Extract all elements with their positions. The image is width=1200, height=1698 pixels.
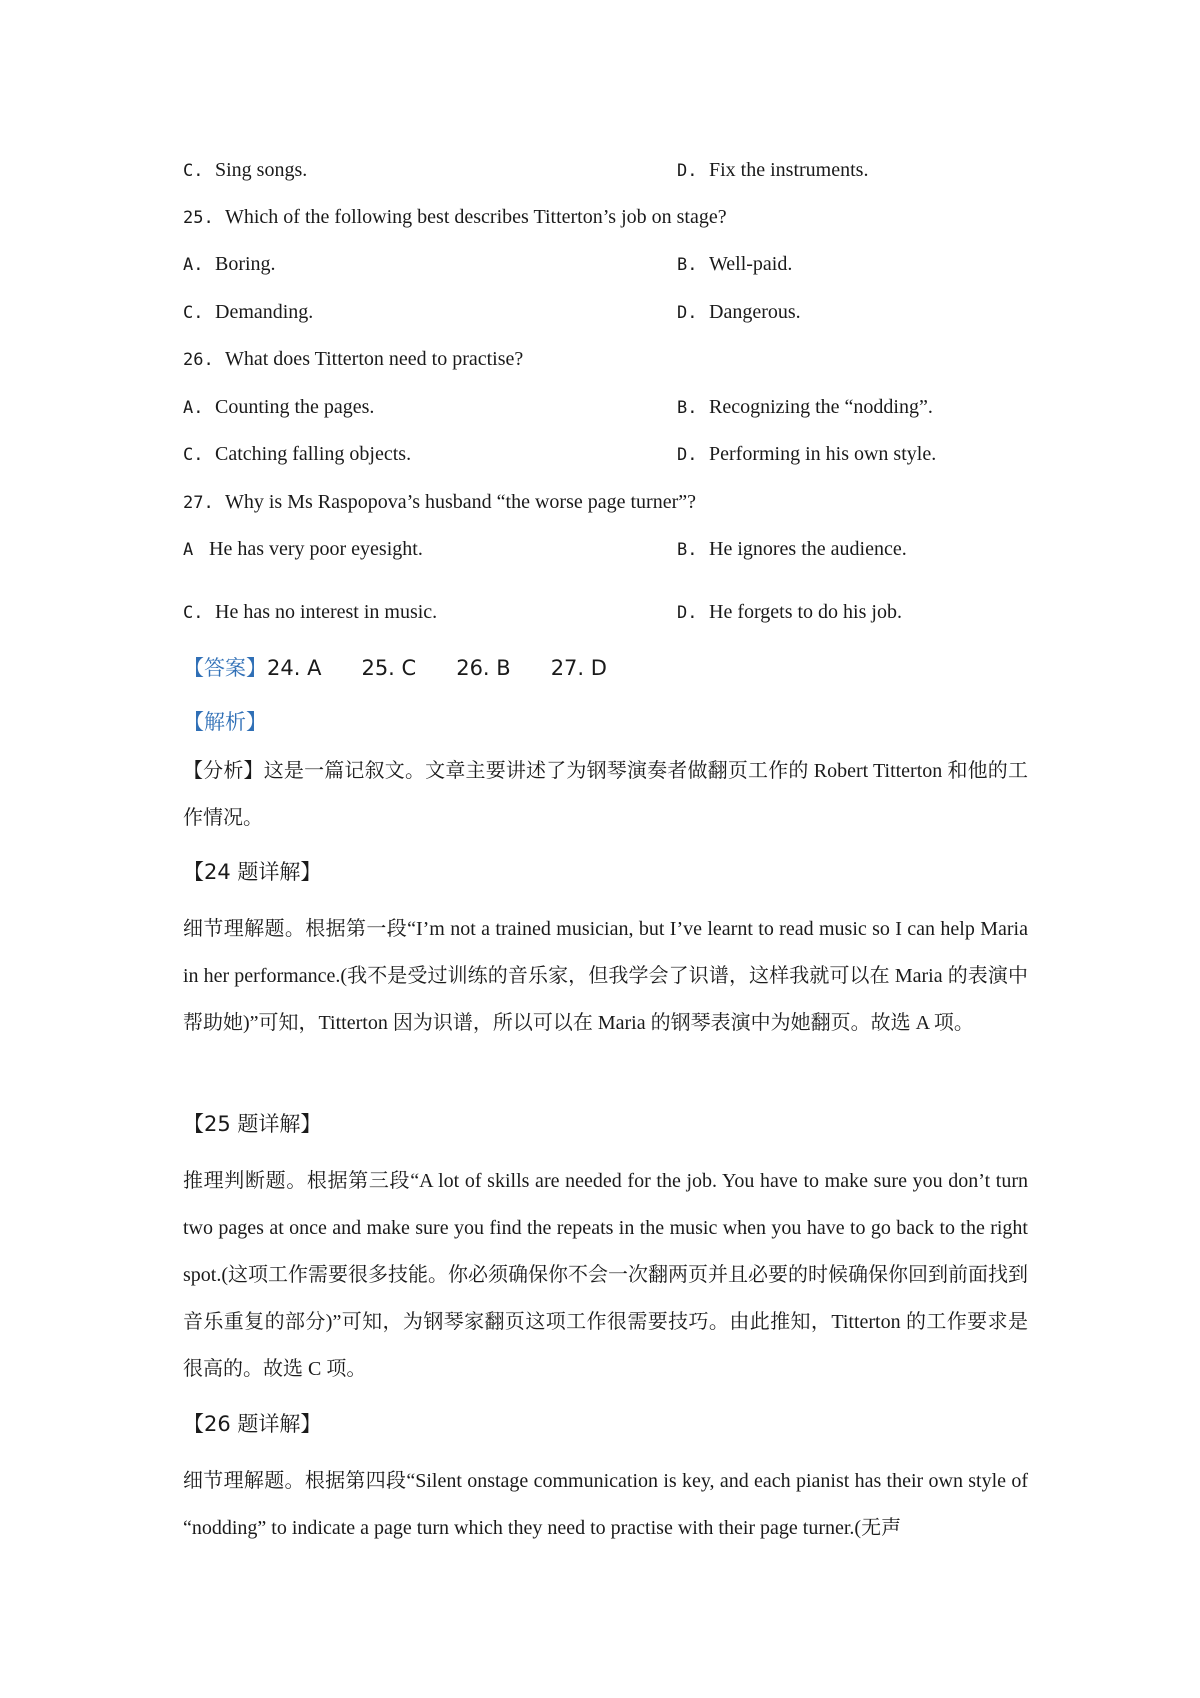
detail24-paragraph: 细节理解题。根据第一段“I’m not a trained musician, but I’ve learnt to read music so I can help Maria in her performance.(我不是受过训练的音乐家，但我学会了识谱，这样我就可以在 Maria 的表演中帮助她)”可知，Titterton 因为识谱，所以可以在 Maria 的钢琴表演中为她翻页。故选 A 项。 <box>183 918 1028 1034</box>
answer-item: 24. A <box>267 656 322 680</box>
option-letter: A. <box>183 398 204 418</box>
q25-option-b <box>677 252 792 277</box>
option-text: Catching falling objects. <box>215 443 412 465</box>
question-number: 27. <box>183 493 214 513</box>
option-letter: A <box>183 540 194 560</box>
answer-item: 26. B <box>456 656 511 680</box>
q26-stem <box>183 347 523 372</box>
question-text: Which of the following best describes Titterton’s job on stage? <box>225 206 727 228</box>
q24-option-d <box>677 158 868 183</box>
detail26-heading: 【26 题详解】 <box>183 1412 322 1436</box>
answer-item: 25. C <box>361 656 417 680</box>
option-text: He has very poor eyesight. <box>209 538 423 560</box>
q25-option-c <box>183 300 313 325</box>
option-letter: C. <box>183 445 204 465</box>
option-text: Counting the pages. <box>215 396 375 418</box>
option-letter: D. <box>677 445 698 465</box>
q25-option-d <box>677 300 801 325</box>
q27-option-c <box>183 600 437 625</box>
question-number: 25. <box>183 208 214 228</box>
option-letter: C. <box>183 603 204 623</box>
q26-option-b <box>677 395 933 420</box>
analysis-label: 【解析】 <box>183 710 267 734</box>
option-text: He ignores the audience. <box>709 538 907 560</box>
option-text: Recognizing the “nodding”. <box>709 396 933 418</box>
q26-option-a <box>183 395 374 420</box>
answer-item: 27. D <box>550 656 607 680</box>
option-letter: B. <box>677 255 698 275</box>
question-text: Why is Ms Raspopova’s husband “the worse page turner”? <box>225 491 696 513</box>
detail25-paragraph: 推理判断题。根据第三段“A lot of skills are needed for the job. You have to make sure you don’t turn two pages at once and make sure you find the repeats in the music when you have to go back to the right spot.(这项工作需要很多技能。你必须确保你不会一次翻两页并且必要的时候确保你回到前面找到音乐重复的部分)”可知，为钢琴家翻页这项工作很需要技巧。由此推知，Titterton 的工作要求是很高的。故选 C 项。 <box>183 1170 1028 1380</box>
option-text: Boring. <box>215 253 276 275</box>
detail26-paragraph: 细节理解题。根据第四段“Silent onstage communication is key, and each pianist has their own style of “nodding” to indicate a page turn which they need to practise with their page turner.(无声 <box>183 1470 1028 1539</box>
option-text: He has no interest in music. <box>215 601 438 623</box>
option-letter: B. <box>677 398 698 418</box>
q25-option-a <box>183 252 276 277</box>
q24-option-c <box>183 158 307 183</box>
option-letter: D. <box>677 161 698 181</box>
answer-row <box>183 654 647 682</box>
q27-stem <box>183 490 696 515</box>
q27-option-d <box>677 600 902 625</box>
q27-option-a <box>183 537 423 562</box>
option-letter: A. <box>183 255 204 275</box>
option-letter: B. <box>677 540 698 560</box>
option-letter: C. <box>183 303 204 323</box>
option-text: Sing songs. <box>215 159 308 181</box>
answer-label: 【答案】 <box>183 656 267 680</box>
question-text: What does Titterton need to practise? <box>225 348 524 370</box>
q26-option-c <box>183 442 411 467</box>
option-text: Demanding. <box>215 301 314 323</box>
analysis-paragraph: 【分析】这是一篇记叙文。文章主要讲述了为钢琴演奏者做翻页工作的 Robert Titterton 和他的工作情况。 <box>183 760 1028 829</box>
q26-option-d <box>677 442 936 467</box>
detail24-heading: 【24 题详解】 <box>183 860 322 884</box>
q27-option-b <box>677 537 907 562</box>
option-text: Fix the instruments. <box>709 159 869 181</box>
option-letter: C. <box>183 161 204 181</box>
option-text: Well-paid. <box>709 253 793 275</box>
option-text: Dangerous. <box>709 301 801 323</box>
detail25-heading: 【25 题详解】 <box>183 1112 322 1136</box>
option-text: Performing in his own style. <box>709 443 937 465</box>
question-number: 26. <box>183 350 214 370</box>
q25-stem <box>183 205 727 230</box>
option-letter: D. <box>677 603 698 623</box>
option-letter: D. <box>677 303 698 323</box>
option-text: He forgets to do his job. <box>709 601 902 623</box>
